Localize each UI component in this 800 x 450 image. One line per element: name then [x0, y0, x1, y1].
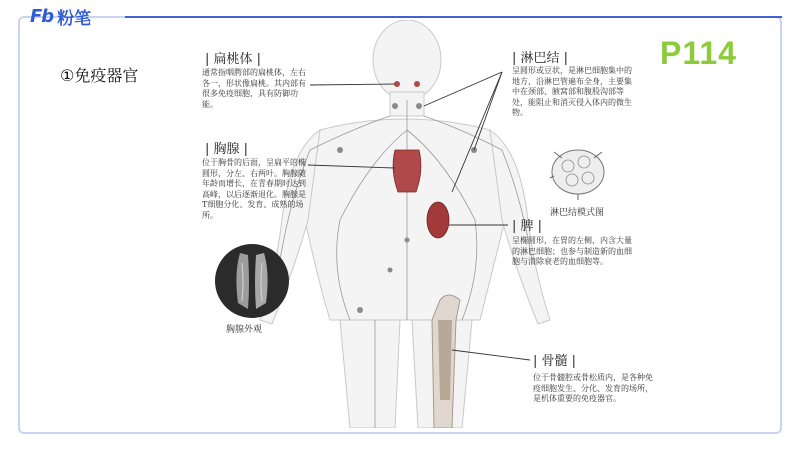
- thymus-photo-caption: 胸腺外观: [226, 325, 263, 335]
- spleen-mark: [427, 202, 449, 238]
- lymph-node-diagram-caption: 淋巴结模式图: [550, 208, 605, 218]
- thymus-description: 位于胸骨的后面，呈扁平的椭圆形，分左、右两叶。胸腺随年龄而增长，在青春期时达到高峰，以后逐渐退化。胸腺是T细胞分化、发育、成熟的场所。: [202, 158, 306, 220]
- bone-marrow-mark: [438, 320, 452, 400]
- spleen-description: 呈椭圆形，在胃的左侧，内含大量的淋巴细胞；也参与制造新的血细胞与清除衰老的血细胞等。: [512, 236, 632, 266]
- spleen-heading: | 脾 |: [512, 219, 543, 234]
- brand-mark: Fb: [30, 5, 54, 27]
- lymph-node-diagram: [540, 138, 616, 202]
- brand-name: 粉笔: [57, 8, 92, 29]
- thymus-photo: [214, 243, 290, 319]
- bone-marrow-description: 位于骨髓腔或骨松质内，是各种免疫细胞发生、分化、发育的场所，是机体重要的免疫器官。: [533, 373, 653, 403]
- tonsil-description: 通常指咽腭部的扁桃体，左右各一，形状像扁桃。其内部有很多免疫细胞，具有防御功能。: [202, 68, 306, 109]
- brand-logo: [30, 4, 91, 28]
- thymus-heading: | 胸腺 |: [205, 142, 249, 157]
- head-outline: [373, 20, 441, 100]
- header-rule: [125, 16, 782, 18]
- section-title: ①免疫器官: [60, 66, 139, 85]
- bone-marrow-heading: | 骨髓 |: [533, 354, 577, 369]
- page-number: P114: [660, 35, 737, 71]
- tonsil-heading: | 扁桃体 |: [205, 52, 262, 67]
- lymph-node-heading: | 淋巴结 |: [512, 51, 569, 66]
- leg-left-outline: [340, 320, 400, 428]
- thymus-mark: [393, 150, 421, 192]
- lymph-node-description: 呈圆形或豆状，是淋巴细胞集中的地方，沿淋巴管遍布全身，主要集中在颈部、腋窝部和腹股沟部等处，能阻止和消灭侵入体内的微生物。: [512, 66, 632, 117]
